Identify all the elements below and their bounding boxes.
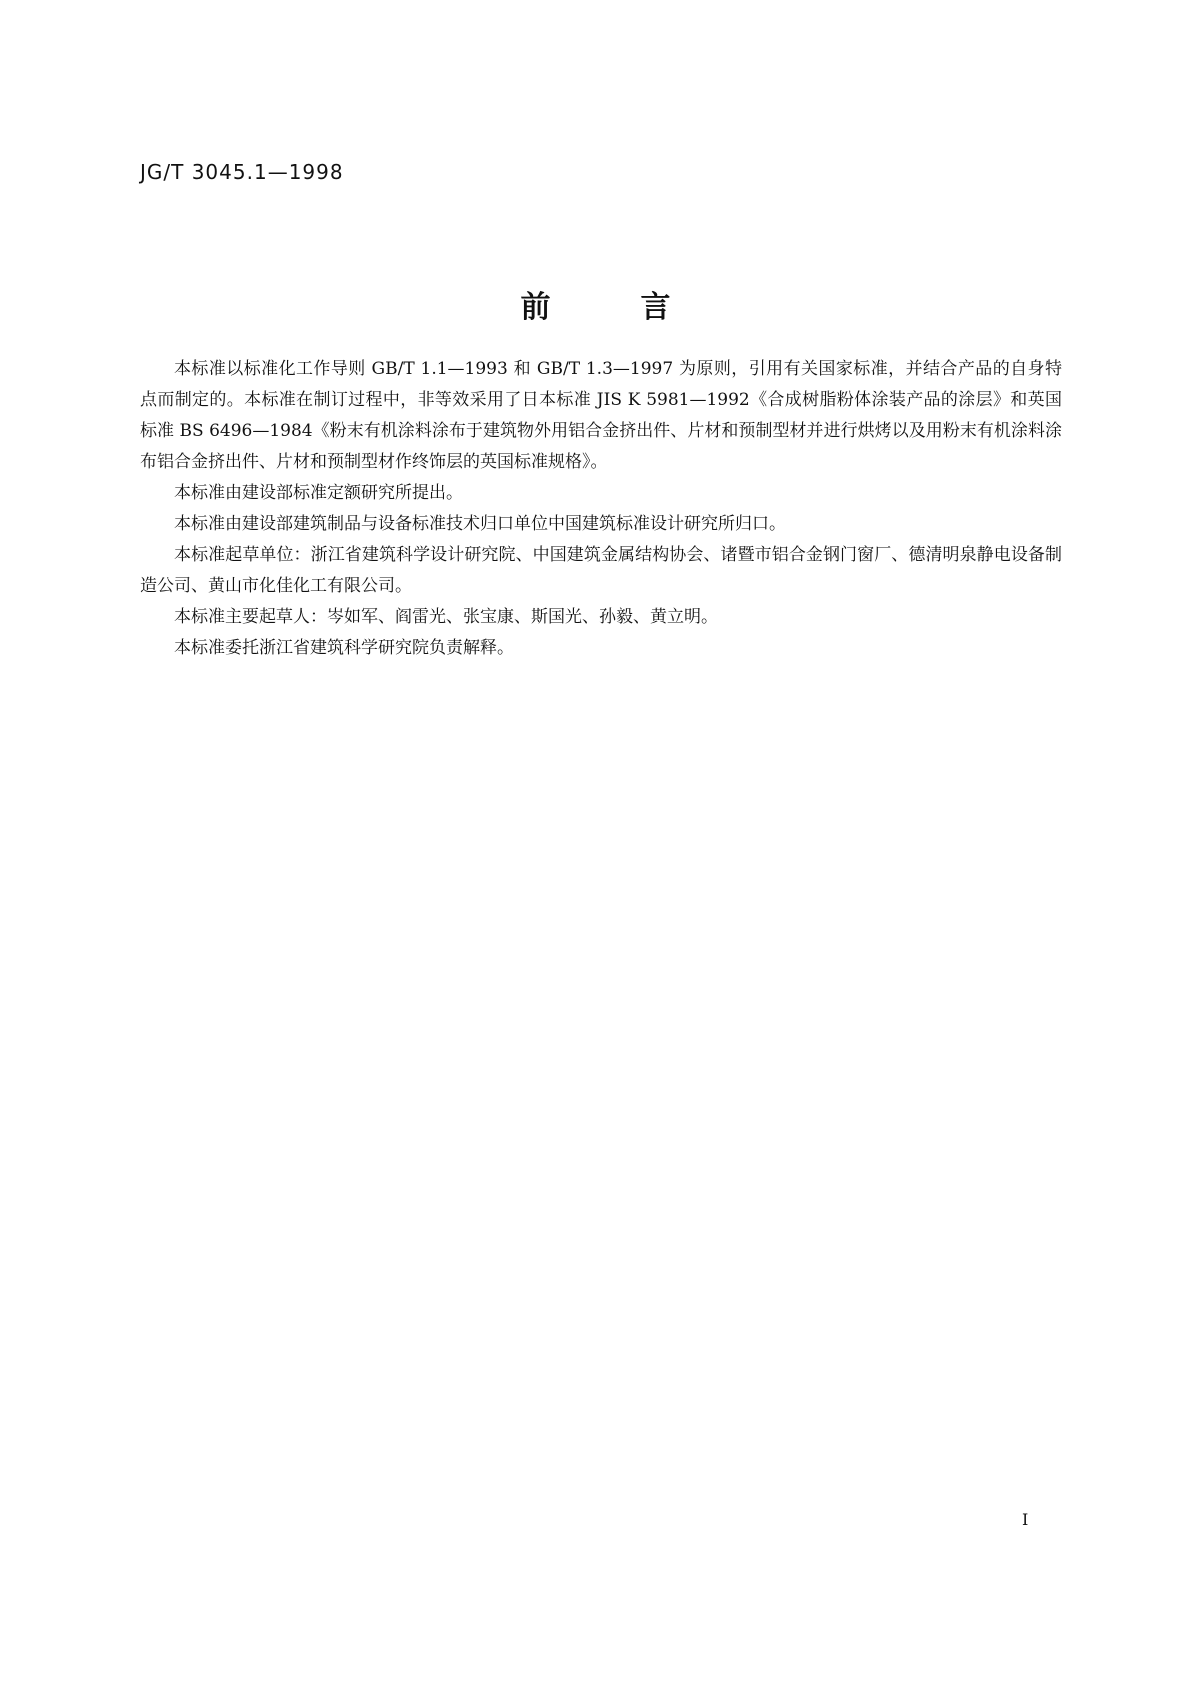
page-title-char-2: 言 xyxy=(640,290,671,325)
preface-body xyxy=(140,354,1062,664)
paragraph-basis: 本标准以标准化工作导则 GB/T 1.1—1993 和 GB/T 1.3—1997 为原则，引用有关国家标准，并结合产品的自身特点而制定的。本标准在制订过程中，非等效采用了日本标准 JIS K 5981—1992《合成树脂粉体涂装产品的涂层》和英国标准 BS 6496—1984《粉末有机涂料涂布于建筑物外用铝合金挤出件、片材和预制型材并进行烘烤以及用粉末有机涂料涂布铝合金挤出件、片材和预制型材作终饰层的英国标准规格》。 xyxy=(140,359,1062,472)
paragraph-interpretation: 本标准委托浙江省建筑科学研究院负责解释。 xyxy=(174,638,514,658)
paragraph-administrator: 本标准由建设部建筑制品与设备标准技术归口单位中国建筑标准设计研究所归口。 xyxy=(174,514,786,534)
page-title-char-1: 前 xyxy=(520,290,551,325)
page-number: I xyxy=(1022,1510,1029,1529)
paragraph-proposer: 本标准由建设部标准定额研究所提出。 xyxy=(174,483,463,503)
paragraph-drafters: 本标准主要起草人：岑如军、阎雷光、张宝康、斯国光、孙毅、黄立明。 xyxy=(174,607,718,627)
paragraph-drafting-units: 本标准起草单位：浙江省建筑科学设计研究院、中国建筑金属结构协会、诸暨市铝合金钢门窗厂、德清明泉静电设备制造公司、黄山市化佳化工有限公司。 xyxy=(140,545,1062,596)
standard-code: JG/T 3045.1—1998 xyxy=(140,160,344,184)
page-title xyxy=(0,282,1191,326)
